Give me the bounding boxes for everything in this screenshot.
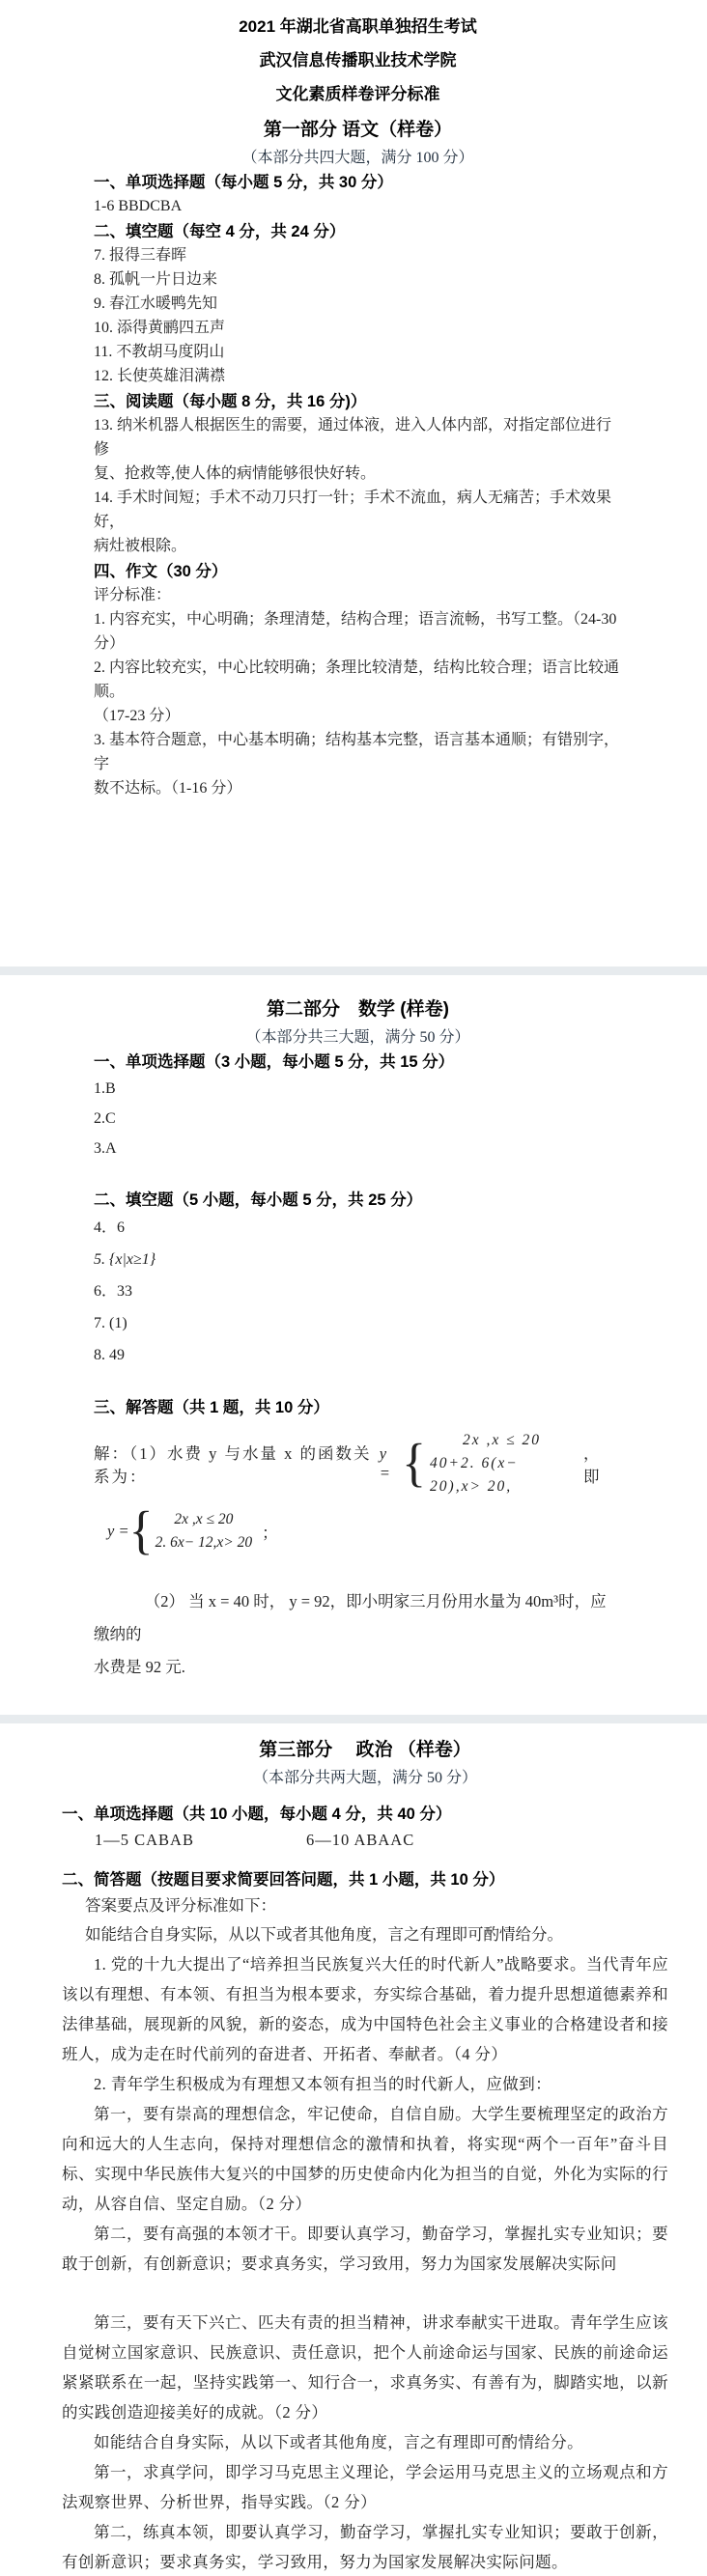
essay-criteria-2a: 2. 内容比较充实，中心比较明确；条理比较清楚，结构比较合理；语言比较通顺。 <box>94 659 620 700</box>
answer-point-2: 2. 青年学生积极成为有理想又本领有担当的时代新人，应做到： <box>94 2075 551 2093</box>
part2-q2-heading: 二、填空题（5 小题，每小题 5 分，共 25 分） <box>94 1191 423 1209</box>
essay-criteria-3b: 数不达标。（1-16 分） <box>94 780 242 797</box>
formula2-suffix: ； <box>262 1524 282 1542</box>
solution-step-2-line1: （2） 当 x = 40 时， y = 92，即小明家三月份用水量为 40m³时，应缴纳的 <box>94 1592 607 1643</box>
reading-answer-14-line1: 14. 手术时间短；手术不动刀只打一针；手术不流血，病人无痛苦；手术效果好， <box>94 490 612 530</box>
solution-prefix: 解：（1）水费 y 与水量 x 的函数关系为： <box>94 1444 372 1486</box>
part1-q1-answer: 1-6 BBDCBA <box>94 198 183 214</box>
formula2-case1: 2x ,x ≤ 20 <box>174 1511 234 1527</box>
part3-q1-heading: 一、单项选择题（共 10 小题，每小题 4 分，共 40 分） <box>62 1806 452 1823</box>
formula1-suffix: ， 即 <box>582 1444 604 1486</box>
part1-q3-heading: 三、阅读题（每小题 8 分，共 16 分)） <box>94 393 367 410</box>
politics-choice-answers <box>95 1826 668 1855</box>
essay-criteria-1a: 1. 内容充实，中心明确；条理清楚，结构合理；语言流畅，书写工整。（24-30 <box>94 611 617 628</box>
answer-key-label: 答案要点及评分标准如下： <box>85 1896 276 1915</box>
math-choice-2: 2.C <box>94 1110 116 1127</box>
math-fill-7: 7. (1) <box>94 1315 127 1331</box>
fill-answer-12: 12. 长使英雄泪满襟 <box>94 368 226 384</box>
exam-title: 2021 年湖北省高职单独招生考试 <box>239 17 477 36</box>
part2-note: （本部分共三大题，满分 50 分） <box>245 1029 470 1046</box>
part2-q1-heading: 一、单项选择题（3 小题，每小题 5 分，共 15 分） <box>94 1053 455 1071</box>
answer-point-1: 1. 党的十九大提出了“培养担当民族复兴大任的时代新人”战略要求。当代青年应该以有理想、有本领、有担当为根本要求，夯实综合基础，着力提升思想道德素养和法律基础，展现新的风貌，新的姿态，成为中国特色社会主义事业的合格建设者和接班人，成为走在时代前列的奋进者、开拓者、奉献者。（4 分） <box>62 1955 668 2063</box>
part1-q1-heading: 一、单项选择题（每小题 5 分，共 30 分） <box>94 174 393 191</box>
answer-point-first: 第一，要有崇高的理想信念，牢记使命，自信自励。大学生要梳理坚定的政治方向和远大的人生志向，保持对理想信念的激情和执着，将实现“两个一百年”奋斗目标、实现中华民族伟大复兴的中国梦的历史使命内化为担当的自觉，外化为实际的行动，从容自信、坚定自励。（2 分） <box>62 2105 668 2213</box>
formula1-case1: 2x ,x ≤ 20 <box>462 1432 542 1448</box>
essay-criteria-1b: 分） <box>94 635 126 652</box>
grading-note: 如能结合自身实际，从以下或者其他角度，言之有理即可酌情给分。 <box>85 1925 563 1944</box>
piecewise-formula-2 <box>107 1501 622 1560</box>
math-choice-1: 1.B <box>94 1080 116 1097</box>
part3-title: 第三部分 政治 （样卷） <box>259 1740 471 1760</box>
math-fill-4: 4．6 <box>94 1219 126 1236</box>
alt-answer-first: 第一，求真学问，即学习马克思主义理论，学会运用马克思主义的立场观点和方法观察世界、分析世界，指导实践。（2 分） <box>62 2463 668 2511</box>
alt-answer-second: 第二，练真本领，即要认真学习，勤奋学习，掌握扎实专业知识；要敢于创新，有创新意识；要求真务实，学习致用，努力为国家发展解决实际问题。 <box>62 2523 668 2571</box>
document-title: 文化素质样卷评分标准 <box>275 85 440 103</box>
answer-point-third: 第三，要有天下兴亡、匹夫有责的担当精神，讲求奉献实干进取。青年学生应该自觉树立国家意识、民族意识、责任意识，把个人前途命运与国家、民族的前途命运紧紧联系在一起，坚持实践第一、知行合一，求真务实、有善有为，脚踏实地，以新的实践创造迎接美好的成就。（2 分） <box>62 2313 668 2422</box>
answer-point-second: 第二，要有高强的本领才干。即要认真学习，勤奋学习，掌握扎实专业知识；要敢于创新，有创新意识；要求真务实，学习致用，努力为国家发展解决实际问 <box>62 2225 668 2273</box>
page-break-2 <box>0 1715 707 1723</box>
answers-6-10: 6—10 ABAAC <box>305 1831 415 1849</box>
part2-title: 第二部分 数学 (样卷) <box>267 999 449 1020</box>
page-2-math <box>0 975 707 1715</box>
page-1-chinese <box>0 0 707 966</box>
school-name: 武汉信息传播职业技术学院 <box>259 51 457 70</box>
grading-note-2: 如能结合自身实际，从以下或者其他角度，言之有理即可酌情给分。 <box>94 2433 583 2451</box>
answers-1-5: 1—5 CABAB <box>95 1831 194 1849</box>
part1-title: 第一部分 语文（样卷） <box>263 120 453 140</box>
essay-criteria-3a: 3. 基本符合题意，中心基本明确；结构基本完整，语言基本通顺；有错别字，字 <box>94 732 620 772</box>
fill-answer-10: 10. 添得黄鹂四五声 <box>94 320 226 336</box>
formula2-lhs: y = <box>107 1522 129 1540</box>
essay-criteria-2b: （17-23 分） <box>94 708 181 724</box>
formula2-case2: 2. 6x− 12,x> 20 <box>155 1534 253 1551</box>
fill-answer-8: 8. 孤帆一片日边来 <box>94 271 218 288</box>
math-fill-8: 8. 49 <box>94 1347 125 1363</box>
page-3-politics <box>0 1723 707 2576</box>
left-brace-icon: { <box>128 1501 154 1560</box>
formula1-case2: 40+2. 6(x− 20),x> 20, <box>430 1455 519 1495</box>
part1-note: （本部分共四大题，满分 100 分） <box>241 150 474 166</box>
math-choice-3: 3.A <box>94 1140 117 1157</box>
part1-q4-heading: 四、作文（30 分） <box>94 563 228 580</box>
reading-answer-14-line2: 病灶被根除。 <box>94 538 187 554</box>
part3-note: （本部分共两大题，满分 50 分） <box>252 1770 477 1786</box>
solution-step-2-line2: 水费是 92 元. <box>94 1658 185 1676</box>
math-fill-5: 5. {x|x≥1} <box>94 1251 156 1268</box>
piecewise-formula-1 <box>380 1429 622 1498</box>
reading-answer-13-line2: 复、抢救等,使人体的病情能够很快好转。 <box>94 465 377 482</box>
essay-criteria-label: 评分标准： <box>94 587 172 603</box>
formula1-lhs: y = <box>379 1444 392 1482</box>
left-brace-icon: { <box>402 1434 429 1493</box>
part2-q3-heading: 三、解答题（共 1 题，共 10 分） <box>94 1399 329 1416</box>
part3-q2-heading: 二、简答题（按题目要求简要回答问题，共 1 小题，共 10 分） <box>62 1871 505 1889</box>
part1-q2-heading: 二、填空题（每空 4 分，共 24 分） <box>94 223 346 240</box>
reading-answer-13-line1: 13. 纳米机器人根据医生的需要，通过体液，进入人体内部，对指定部位进行修 <box>94 417 612 458</box>
fill-answer-7: 7. 报得三春晖 <box>94 247 187 264</box>
fill-answer-9: 9. 春江水暖鸭先知 <box>94 295 218 312</box>
page-break-1 <box>0 966 707 975</box>
math-fill-6: 6．33 <box>94 1283 133 1300</box>
fill-answer-11: 11. 不教胡马度阴山 <box>94 344 225 360</box>
solution-step-1 <box>94 1429 622 1498</box>
